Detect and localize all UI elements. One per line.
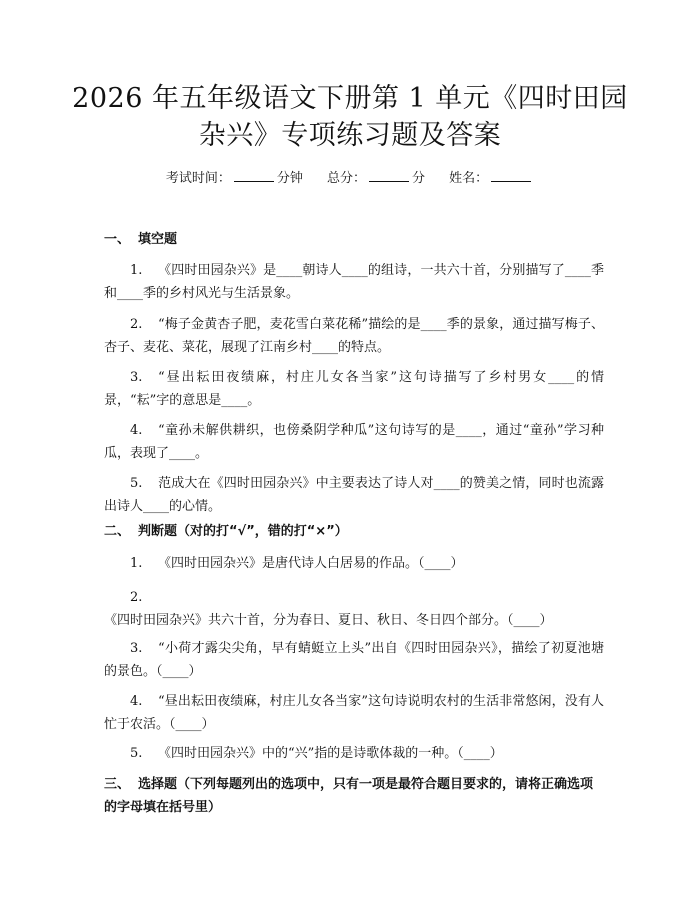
question-number: 4. xyxy=(130,694,143,709)
question-number: 5. xyxy=(130,476,143,491)
question-text: “童孙未解供耕织，也傍桑阴学种瓜”这句诗写的是____，通过“童孙”学习种瓜，表现了____。 xyxy=(104,423,604,461)
question-number: 3. xyxy=(130,370,143,385)
section-title: 填空题 xyxy=(138,232,178,247)
question-item xyxy=(104,419,604,465)
question-item xyxy=(104,690,604,736)
exam-time-blank xyxy=(234,168,274,182)
question-item xyxy=(104,366,604,412)
section-heading-fill-in xyxy=(104,229,624,251)
question-text: “昼出耘田夜绩麻，村庄儿女各当家”这句诗说明农村的生活非常悠闲，没有人忙于农活。（____） xyxy=(104,694,604,732)
question-text: 《四时田园杂兴》中的“兴”指的是诗歌体裁的一种。（____） xyxy=(158,746,503,761)
section-heading-multiple-choice xyxy=(104,773,604,819)
question-number: 1. xyxy=(130,263,143,278)
question-text: 《四时田园杂兴》共六十首，分为春日、夏日、秋日、冬日四个部分。（____） xyxy=(104,613,553,628)
question-text: “昼出耘田夜绩麻，村庄儿女各当家”这句诗描写了乡村男女____的情景，“耘”字的意思是____。 xyxy=(104,370,604,408)
total-score-field xyxy=(327,168,425,188)
question-item xyxy=(104,472,604,518)
exam-time-field xyxy=(166,168,303,188)
question-text: “小荷才露尖尖角，早有蜻蜓立上头”出自《四时田园杂兴》，描绘了初夏池塘的景色。（____） xyxy=(104,641,604,679)
question-number: 2. xyxy=(130,317,143,332)
section-title: 选择题（下列每题列出的选项中，只有一项是最符合题目要求的，请将正确选项的字母填在括号里） xyxy=(104,777,594,815)
section-title: 判断题（对的打“√”，错的打“×”） xyxy=(138,524,348,539)
total-score-unit: 分 xyxy=(412,171,426,186)
total-score-blank xyxy=(369,168,409,182)
title-line-1: 2026 年五年级语文下册第 1 单元《四时田园 xyxy=(72,83,628,114)
exam-time-unit: 分钟 xyxy=(276,171,303,186)
section-number: 一、 xyxy=(104,232,131,247)
question-number: 5. xyxy=(130,746,143,761)
question-item xyxy=(104,637,604,683)
exam-info-line xyxy=(0,168,700,188)
question-text: 《四时田园杂兴》是____朝诗人____的组诗，一共六十首，分别描写了____季和____季的乡村风光与生活景象。 xyxy=(104,263,604,301)
document-title xyxy=(60,80,640,154)
question-item xyxy=(104,586,604,632)
section-number: 二、 xyxy=(104,524,131,539)
total-score-label: 总分： xyxy=(326,171,366,186)
question-number: 2. xyxy=(130,590,143,605)
question-number: 4. xyxy=(130,423,143,438)
student-name-blank xyxy=(491,168,531,182)
student-name-label: 姓名： xyxy=(449,171,489,186)
question-text: 《四时田园杂兴》是唐代诗人白居易的作品。（____） xyxy=(158,556,464,571)
question-item xyxy=(104,742,604,765)
exam-time-label: 考试时间： xyxy=(165,171,231,186)
section-number: 三、 xyxy=(104,777,131,792)
question-text: 范成大在《四时田园杂兴》中主要表达了诗人对____的赞美之情，同时也流露出诗人____的心情。 xyxy=(104,476,604,514)
question-item xyxy=(104,259,604,305)
question-number: 1. xyxy=(130,556,143,571)
title-line-2: 杂兴》专项练习题及答案 xyxy=(198,120,502,151)
section-heading-true-false xyxy=(104,521,624,543)
question-text: “梅子金黄杏子肥，麦花雪白菜花稀”描绘的是____季的景象，通过描写梅子、杏子、麦花、菜花，展现了江南乡村____的特点。 xyxy=(104,317,604,355)
question-item xyxy=(104,313,604,359)
question-item xyxy=(104,552,604,575)
question-number: 3. xyxy=(130,641,143,656)
student-name-field xyxy=(449,168,534,188)
